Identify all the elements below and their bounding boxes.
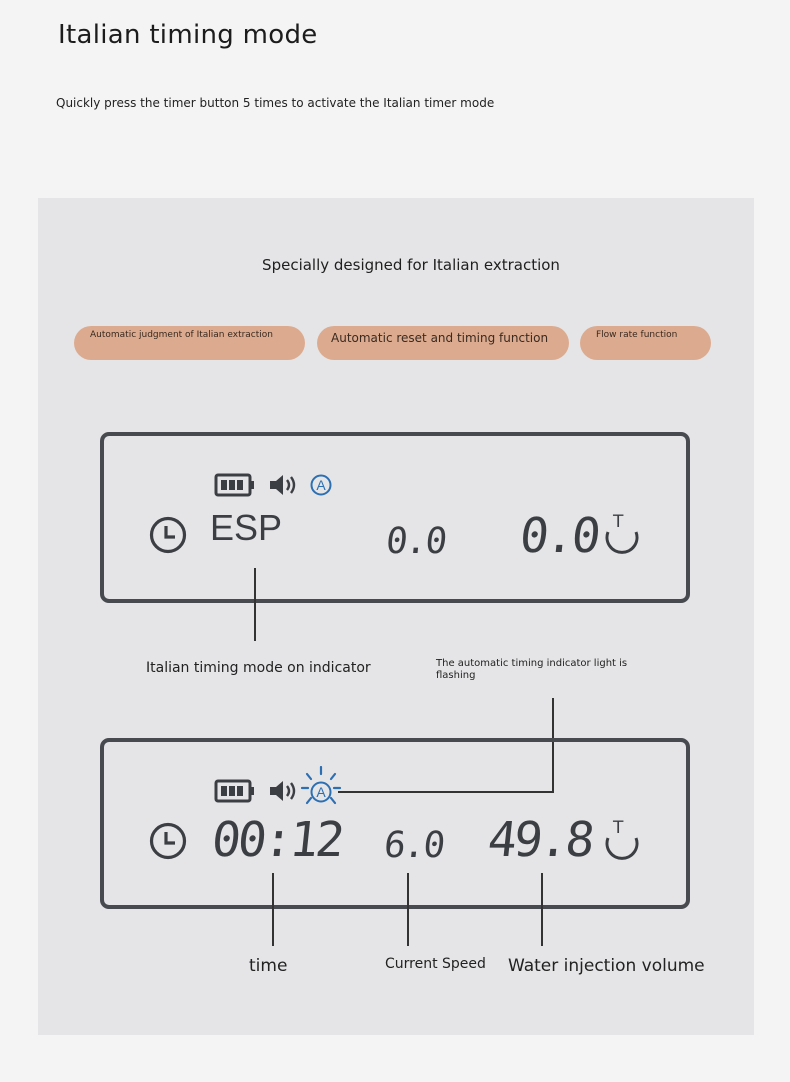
clock-icon bbox=[148, 821, 188, 861]
feature-pill-auto-reset: Automatic reset and timing function bbox=[317, 326, 569, 360]
auto-timing-flashing-icon: A bbox=[300, 766, 342, 810]
label-water-volume: Water injection volume bbox=[508, 956, 705, 976]
page-title: Italian timing mode bbox=[58, 20, 318, 50]
speed-readout: 6.0 bbox=[381, 825, 446, 866]
volume-readout: 0.0 bbox=[517, 508, 601, 564]
volume-readout: 49.8 bbox=[485, 812, 595, 868]
speaker-icon bbox=[268, 473, 300, 497]
page-subtitle: Quickly press the timer button 5 times to activate the Italian timer mode bbox=[56, 96, 495, 110]
time-readout: 00:12 bbox=[209, 812, 345, 868]
tare-icon: T bbox=[600, 818, 644, 864]
speaker-icon bbox=[268, 779, 300, 803]
lcd-display-top bbox=[100, 432, 690, 603]
battery-icon bbox=[214, 472, 256, 498]
battery-icon bbox=[214, 778, 256, 804]
callout-line-speed bbox=[407, 873, 409, 946]
feature-pill-auto-judgment: Automatic judgment of Italian extraction bbox=[74, 326, 305, 360]
lcd-display-bottom bbox=[100, 738, 690, 909]
label-time: time bbox=[249, 956, 288, 976]
panel-heading: Specially designed for Italian extraction bbox=[262, 256, 560, 274]
label-auto-flashing: The automatic timing indicator light is flashing bbox=[436, 658, 628, 681]
clock-icon bbox=[148, 515, 188, 555]
speed-readout: 0.0 bbox=[383, 521, 448, 562]
tare-icon: T bbox=[600, 512, 644, 558]
callout-line-volume bbox=[541, 873, 543, 946]
label-mode-indicator: Italian timing mode on indicator bbox=[146, 660, 371, 676]
mode-readout: ESP bbox=[210, 507, 283, 548]
feature-panel bbox=[38, 198, 754, 1035]
auto-timing-icon: A bbox=[310, 474, 332, 496]
label-current-speed: Current Speed bbox=[385, 956, 486, 972]
callout-line-time bbox=[272, 873, 274, 946]
callout-line-mode bbox=[254, 568, 256, 641]
feature-pill-flow-rate: Flow rate function bbox=[580, 326, 711, 360]
